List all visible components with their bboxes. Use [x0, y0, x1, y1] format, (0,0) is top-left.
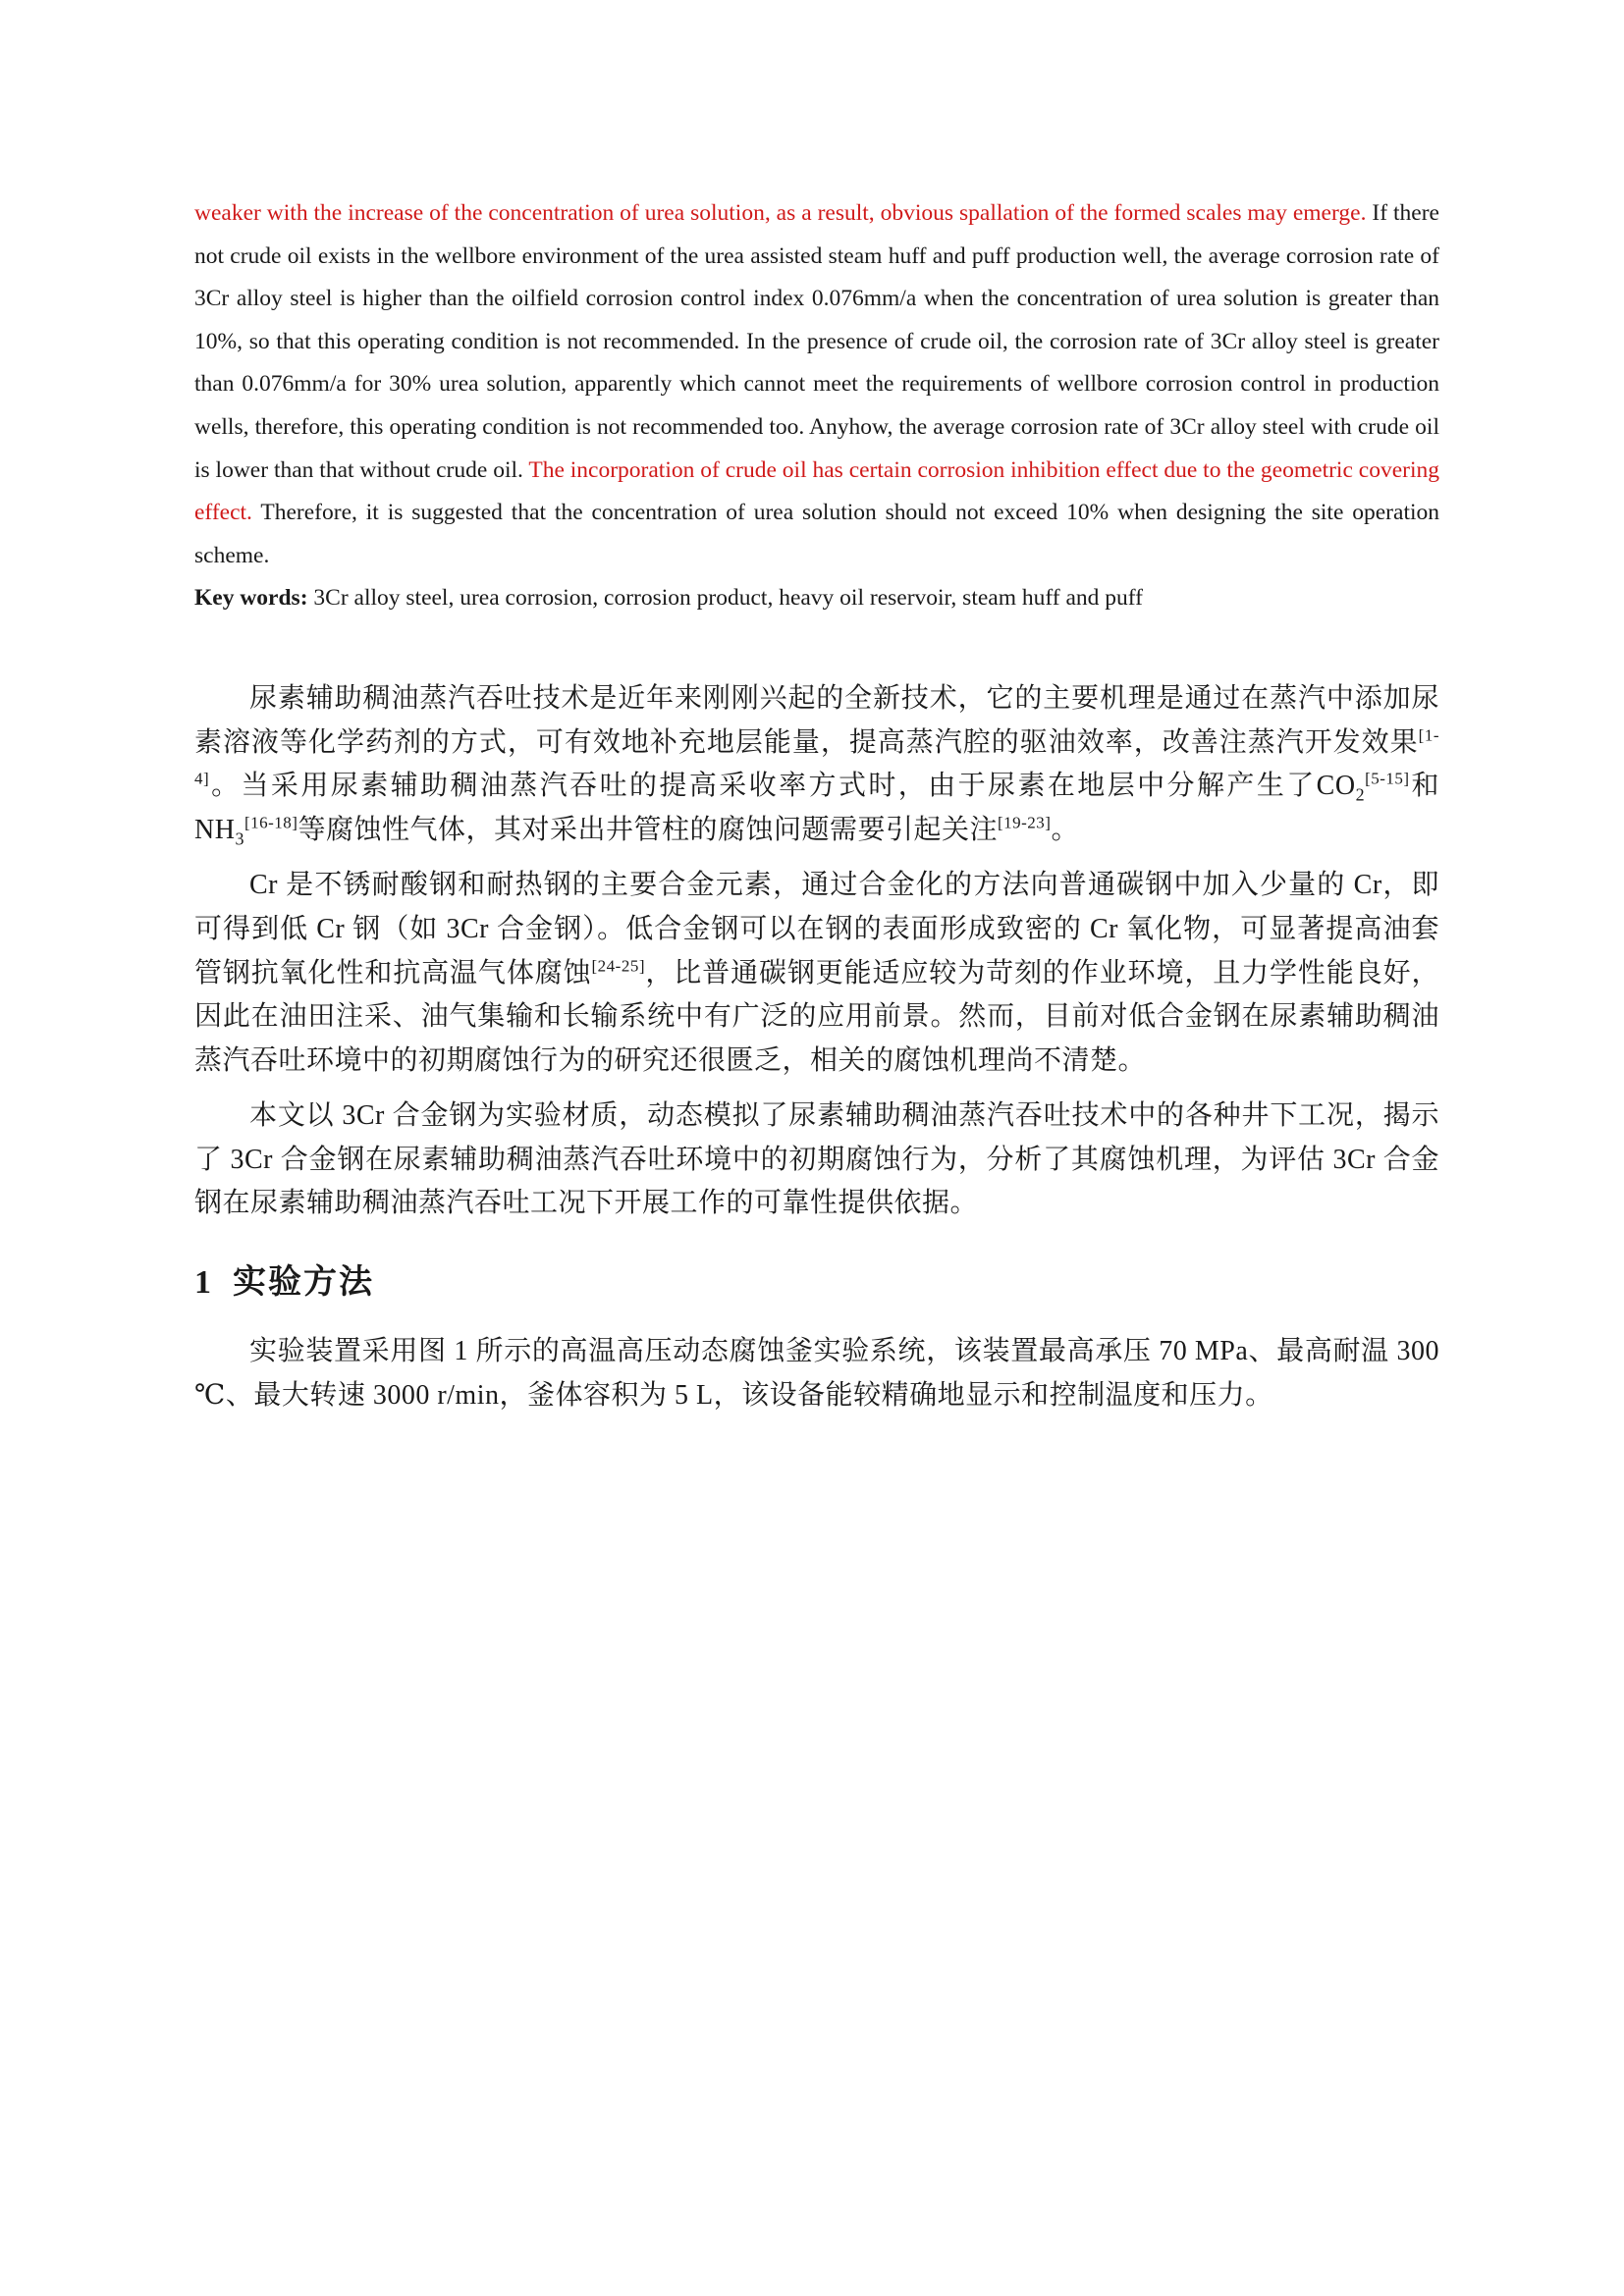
abstract-paragraph: [194, 192, 1439, 577]
keywords-text: 3Cr alloy steel, urea corrosion, corrosion product, heavy oil reservoir, steam huff and puff: [307, 585, 1144, 612]
abstract-text-1: If there not crude oil exists in the wellbore environment of the urea assisted steam huff and puff production well, the average corrosion rate of 3Cr alloy steel is higher than the oilfield corrosion control index 0.076mm/a when the concentration of urea solution is greater than 10%, so that this operating condition is not recommended. In the presence of crude oil, the corrosion rate of 3Cr alloy steel is greater than 0.076mm/a for 30% urea solution, apparently which cannot meet the requirements of wellbore corrosion control in production wells, therefore, this operating condition is not recommended too. Anyhow, the average corrosion rate of 3Cr alloy steel with crude oil is lower than that without crude oil.: [194, 200, 1439, 483]
subscript: 2: [1355, 784, 1366, 805]
para1-text-d: 等腐蚀性气体，其对采出井管柱的腐蚀问题需要引起关注: [298, 814, 998, 845]
para2-text-a: Cr 是不锈耐酸钢和耐热钢的主要合金元素，通过合金化的方法向普通碳钢中加入少量的 Cr，即可得到低 Cr 钢（如 3Cr 合金钢）。低合金钢可以在钢的表面形成致密的 Cr 氧化物，可显著提高油套管钢抗氧化性和抗高温气体腐蚀: [194, 870, 1439, 988]
section-heading: [194, 1263, 1439, 1303]
subscript: 3: [235, 828, 244, 849]
page: [194, 192, 1439, 1429]
para1-text-e: 。: [1051, 814, 1079, 845]
method-paragraph-1: 实验装置采用图 1 所示的高温高压动态腐蚀釜实验系统，该装置最高承压 70 MPa、最高耐温 300 ℃、最大转速 3000 r/min，釜体容积为 5 L，该设备能较精确地显示和控制温度和压力。: [194, 1336, 1439, 1411]
intro-paragraph-1: [194, 677, 1439, 852]
keywords-label: Key words:: [194, 585, 308, 612]
intro-paragraph-2: [194, 864, 1439, 1083]
abstract-highlight-lead: weaker with the increase of the concentration of urea solution, as a result, obvious spallation of the formed scales may emerge.: [194, 200, 1367, 226]
para1-text-c: 和 NH: [194, 771, 1439, 845]
citation-ref: [5-15]: [1365, 769, 1410, 788]
abstract-text-2: Therefore, it is suggested that the concentration of urea solution should not exceed 10% when designing the site operation scheme.: [194, 500, 1439, 568]
keywords-line: [194, 577, 1439, 620]
abstract-highlight-mid: The incorporation of crude oil has certain corrosion inhibition effect due to the geometric covering effect.: [194, 456, 1439, 526]
citation-ref: [16-18]: [244, 813, 298, 832]
intro-paragraph-3: 本文以 3Cr 合金钢为实验材质，动态模拟了尿素辅助稠油蒸汽吞吐技术中的各种井下工况，揭示了 3Cr 合金钢在尿素辅助稠油蒸汽吞吐环境中的初期腐蚀行为，分析了其腐蚀机理，为评估 3Cr 合金钢在尿素辅助稠油蒸汽吞吐工况下开展工作的可靠性提供依据。: [194, 1100, 1439, 1219]
citation-ref: [19-23]: [997, 813, 1052, 832]
para1-text-a: 尿素辅助稠油蒸汽吞吐技术是近年来刚刚兴起的全新技术，它的主要机理是通过在蒸汽中添加尿素溶液等化学药剂的方式，可有效地补充地层能量，提高蒸汽腔的驱油效率，改善注蒸汽开发效果: [194, 682, 1439, 758]
section-title: 实验方法: [233, 1264, 374, 1302]
body-text: [194, 677, 1439, 1417]
citation-ref: [24-25]: [591, 956, 645, 976]
para2-text-b: ，比普通碳钢更能适应较为苛刻的作业环境，且力学性能良好，因此在油田注采、油气集输和长输系统中有广泛的应用前景。然而，目前对低合金钢在尿素辅助稠油蒸汽吞吐环境中的初期腐蚀行为的研究还很匮乏，相关的腐蚀机理尚不清楚。: [194, 957, 1439, 1076]
citation-ref: [1-4]: [194, 725, 1439, 788]
section-number: 1: [194, 1264, 213, 1302]
para1-text-b: 。当采用尿素辅助稠油蒸汽吞吐的提高采收率方式时，由于尿素在地层中分解产生了CO: [209, 771, 1356, 802]
